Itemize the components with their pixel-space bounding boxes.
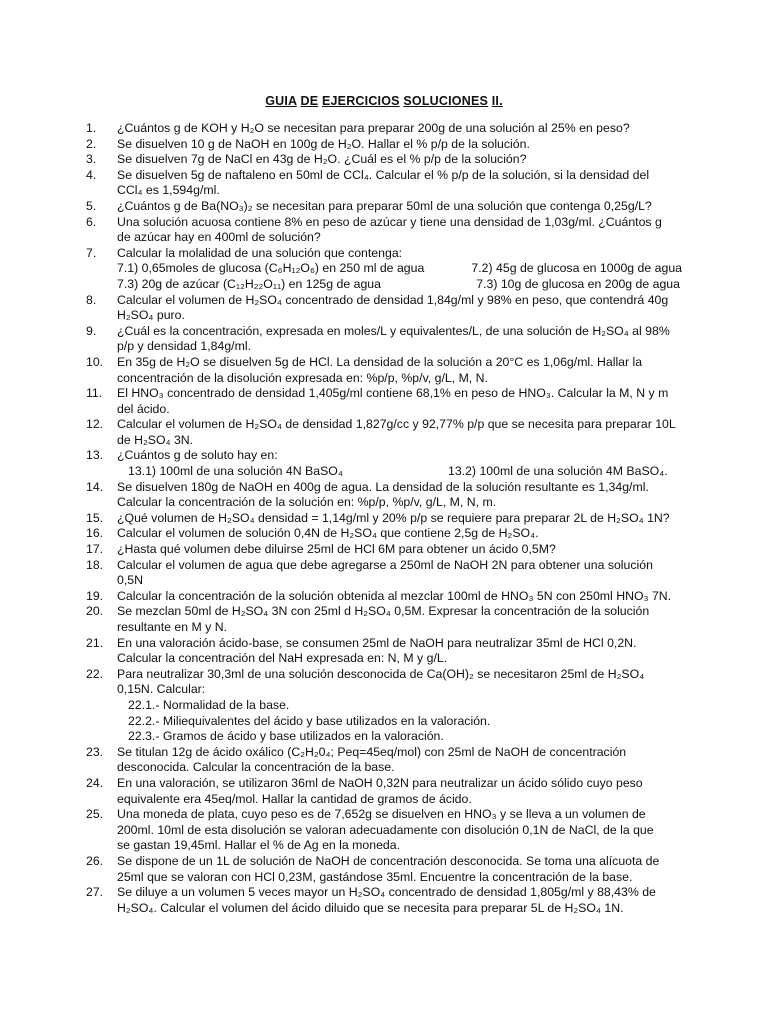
exercise-item — [86, 293, 682, 324]
exercise-text: Calcular la molalidad de una solución que contenga: — [117, 245, 403, 260]
exercise-number: 6. — [86, 214, 97, 229]
exercise-text: El HNO₃ concentrado de densidad 1,405g/ml contiene 68,1% en peso de HNO₃. Calcular la M, N y m — [117, 386, 669, 401]
sub-item: 13.2) 100ml de una solución 4M BaSO₄. — [448, 464, 668, 479]
exercise-text: Se disuelven 5g de naftaleno en 50ml de CCl₄. Calcular el % p/p de la solución, si la densidad del — [117, 167, 650, 182]
title-word: DE — [300, 94, 319, 108]
exercise-item — [86, 745, 682, 776]
exercise-item — [86, 417, 682, 448]
sub-item: 22.1.- Normalidad de la base. — [128, 697, 290, 712]
exercise-text-continued: se gastan 19,45ml. Hallar el % de Ag en la moneda. — [117, 838, 401, 853]
exercise-item — [86, 355, 682, 386]
exercise-text: Se disuelven 7g de NaCl en 43g de H₂O. ¿Cuál es el % p/p de la solución? — [117, 152, 527, 167]
exercise-text: Una solución acuosa contiene 8% en peso de azúcar y tiene una densidad de 1,03g/ml. ¿Cuántos g — [117, 214, 662, 229]
exercise-number: 11. — [86, 386, 103, 401]
exercise-text: ¿Qué volumen de H₂SO₄ densidad = 1,14g/ml y 20% p/p se requiere para preparar 2L de H₂SO₄ 1N? — [117, 510, 670, 525]
exercise-text-continued: del ácido. — [117, 401, 170, 416]
exercise-text-continued: concentración de la disolución expresada en: %p/p, %p/v, g/L, M, N. — [117, 370, 488, 385]
exercise-item — [86, 604, 682, 635]
exercise-number: 19. — [86, 588, 104, 603]
exercise-number: 26. — [86, 853, 104, 868]
exercise-item — [86, 199, 682, 215]
exercise-item — [86, 558, 682, 589]
exercise-text-continued: 200ml. 10ml de esta disolución se valoran adecuadamente con disolución 0,1N de NaCl, de la que — [117, 822, 654, 837]
exercise-number: 15. — [86, 510, 104, 525]
exercise-text-continued: 25ml que se valoran con HCl 0,23M, gastándose 35ml. Encuentre la concentración de la base. — [117, 869, 633, 884]
exercise-number: 27. — [86, 885, 104, 900]
title-word: II. — [491, 94, 503, 108]
exercise-text: Se disuelven 10 g de NaOH en 100g de H₂O. Hallar el % p/p de la solución. — [117, 136, 530, 151]
exercise-text: En 35g de H₂O se disuelven 5g de HCl. La densidad de la solución a 20°C es 1,06g/ml. Hallar la — [117, 354, 643, 369]
exercise-item — [86, 480, 682, 511]
exercise-item — [86, 137, 682, 153]
exercise-item — [86, 511, 682, 527]
exercise-text: Una moneda de plata, cuyo peso es de 7,652g se disuelven en HNO₃ y se lleva a un volumen de — [117, 807, 646, 822]
exercise-text-continued: CCl₄ es 1,594g/ml. — [117, 183, 220, 198]
exercise-item — [86, 807, 682, 854]
exercise-number: 5. — [86, 198, 97, 213]
exercise-item — [86, 215, 682, 246]
exercise-number: 24. — [86, 775, 104, 790]
exercise-item — [86, 776, 682, 807]
exercise-item — [86, 526, 682, 542]
exercise-text-continued: Calcular la concentración de la solución en: %p/p, %p/v, g/L, M, N, m. — [117, 495, 497, 510]
title-word: GUIA — [265, 94, 297, 108]
exercise-number: 1. — [86, 121, 97, 135]
sub-item: 22.3.- Gramos de ácido y base utilizados en la valoración. — [128, 729, 444, 744]
exercise-text: Calcular la concentración de la solución obtenida al mezclar 100ml de HNO₃ 5N con 250ml HNO₃ 7N. — [117, 588, 672, 603]
sub-item: 22.2.- Miliequivalentes del ácido y base utilizados en la valoración. — [128, 713, 491, 728]
sub-item-row — [117, 277, 682, 293]
exercise-number: 7. — [86, 245, 97, 260]
exercise-number: 17. — [86, 542, 104, 557]
sub-item: 7.2) 45g de glucosa en 1000g de agua — [471, 261, 682, 276]
exercise-item — [86, 121, 682, 137]
exercise-number: 16. — [86, 526, 104, 541]
exercise-number: 25. — [86, 807, 104, 822]
exercise-text: ¿Cuántos g de soluto hay en: — [117, 448, 278, 463]
exercise-text-continued: Calcular la concentración del NaH expresada en: N, M y g/L. — [117, 651, 448, 666]
exercise-text: ¿Cuántos g de KOH y H₂O se necesitan para preparar 200g de una solución al 25% en peso? — [117, 121, 630, 135]
exercise-number: 14. — [86, 479, 104, 494]
exercise-number: 3. — [86, 152, 97, 167]
exercise-number: 18. — [86, 557, 104, 572]
exercise-number: 21. — [86, 635, 104, 650]
exercise-item — [86, 152, 682, 168]
exercise-text-continued: H₂SO₄ puro. — [117, 308, 185, 323]
sub-item: 13.1) 100ml de una solución 4N BaSO₄ — [128, 464, 343, 479]
exercise-text-continued: de H₂SO₄ 3N. — [117, 432, 194, 447]
title-word: EJERCICIOS — [321, 94, 400, 108]
exercise-text: Calcular el volumen de agua que debe agregarse a 250ml de NaOH 2N para obtener una solución — [117, 557, 653, 572]
exercise-item — [86, 324, 682, 355]
sub-item-row — [117, 261, 682, 277]
exercise-item — [86, 168, 682, 199]
exercise-text: Se disuelven 180g de NaOH en 400g de agua. La densidad de la solución resultante es 1,34g/ml. — [117, 479, 649, 494]
exercise-text: En una valoración ácido-base, se consumen 25ml de NaOH para neutralizar 35ml de HCl 0,2N. — [117, 635, 637, 650]
exercise-text: Se diluye a un volumen 5 veces mayor un H₂SO₄ concentrado de densidad 1,805g/ml y 88,43% de — [117, 885, 656, 900]
exercise-text: Calcular el volumen de H₂SO₄ concentrado de densidad 1,84g/ml y 98% en peso, que contendrá 40g — [117, 292, 669, 307]
exercise-item — [86, 589, 682, 605]
exercise-number: 2. — [86, 136, 97, 151]
sub-item: 7.1) 0,65moles de glucosa (C₆H₁₂O₆) en 250 ml de agua — [117, 261, 425, 276]
exercise-item — [86, 386, 682, 417]
exercise-number: 23. — [86, 744, 104, 759]
exercise-text-continued: equivalente era 45eq/mol. Hallar la cantidad de gramos de ácido. — [117, 791, 472, 806]
page-title — [0, 94, 768, 108]
exercise-text-continued: resultante en M y N. — [117, 620, 228, 634]
exercise-text: ¿Hasta qué volumen debe diluirse 25ml de HCl 6M para obtener un ácido 0,5M? — [117, 542, 556, 557]
exercise-number: 22. — [86, 666, 104, 681]
exercise-number: 12. — [86, 417, 104, 432]
exercise-number: 13. — [86, 448, 104, 463]
exercise-text: Para neutralizar 30,3ml de una solución desconocida de Ca(OH)₂ se necesitaron 25ml de H₂SO₄ — [117, 666, 645, 681]
exercise-item — [86, 854, 682, 885]
exercise-text: ¿Cuántos g de Ba(NO₃)₂ se necesitan para preparar 50ml de una solución que contenga 0,25g/L? — [117, 198, 652, 213]
exercise-number: 8. — [86, 292, 97, 307]
sub-item: 7.3) 20g de azúcar (C₁₂H₂₂O₁₁) en 125g de agua — [117, 276, 381, 291]
exercise-number: 4. — [86, 167, 97, 182]
exercise-number: 9. — [86, 323, 97, 338]
exercise-item — [86, 885, 682, 916]
exercise-number: 20. — [86, 604, 104, 619]
exercise-text-continued: 0,5N — [117, 573, 143, 588]
title-word: SOLUCIONES — [403, 94, 489, 108]
exercise-text-continued: H₂SO₄. Calcular el volumen del ácido diluido que se necesita para preparar 5L de H₂SO₄ 1N. — [117, 900, 624, 915]
exercise-text: En una valoración, se utilizaron 36ml de NaOH 0,32N para neutralizar un ácido sólido cuyo peso — [117, 775, 643, 790]
exercise-text: Calcular el volumen de solución 0,4N de H₂SO₄ que contiene 2,5g de H₂SO₄. — [117, 526, 539, 541]
sub-item: 7.3) 10g de glucosa en 200g de agua — [476, 276, 680, 291]
exercise-item — [86, 667, 682, 745]
exercise-text-continued: 0,15N. Calcular: — [117, 682, 206, 697]
sub-item-row — [117, 464, 682, 480]
exercise-list — [86, 121, 682, 916]
exercise-text: ¿Cuál es la concentración, expresada en moles/L y equivalentes/L, de una solución de H₂SO₄ al 98% — [117, 323, 670, 338]
exercise-item — [86, 448, 682, 479]
exercise-text: Calcular el volumen de H₂SO₄ de densidad 1,827g/cc y 92,77% p/p que se necesita para preparar 10L — [117, 417, 676, 432]
exercise-text-continued: p/p y densidad 1,84g/ml. — [117, 339, 251, 354]
exercise-text: Se mezclan 50ml de H₂SO₄ 3N con 25ml d H₂SO₄ 0,5M. Expresar la concentración de la solución — [117, 604, 650, 619]
exercise-text: Se dispone de un 1L de solución de NaOH de concentración desconocida. Se toma una alícuota de — [117, 853, 660, 868]
exercise-item — [86, 542, 682, 558]
exercise-text-continued: desconocida. Calcular la concentración de la base. — [117, 760, 395, 775]
exercise-number: 10. — [86, 354, 104, 369]
exercise-item — [86, 636, 682, 667]
exercise-text: Se titulan 12g de ácido oxálico (C₂H₂0₄; Peq=45eq/mol) con 25ml de NaOH de concentración — [117, 744, 627, 759]
exercise-item — [86, 246, 682, 293]
exercise-text-continued: de azúcar hay en 400ml de solución? — [117, 230, 321, 245]
